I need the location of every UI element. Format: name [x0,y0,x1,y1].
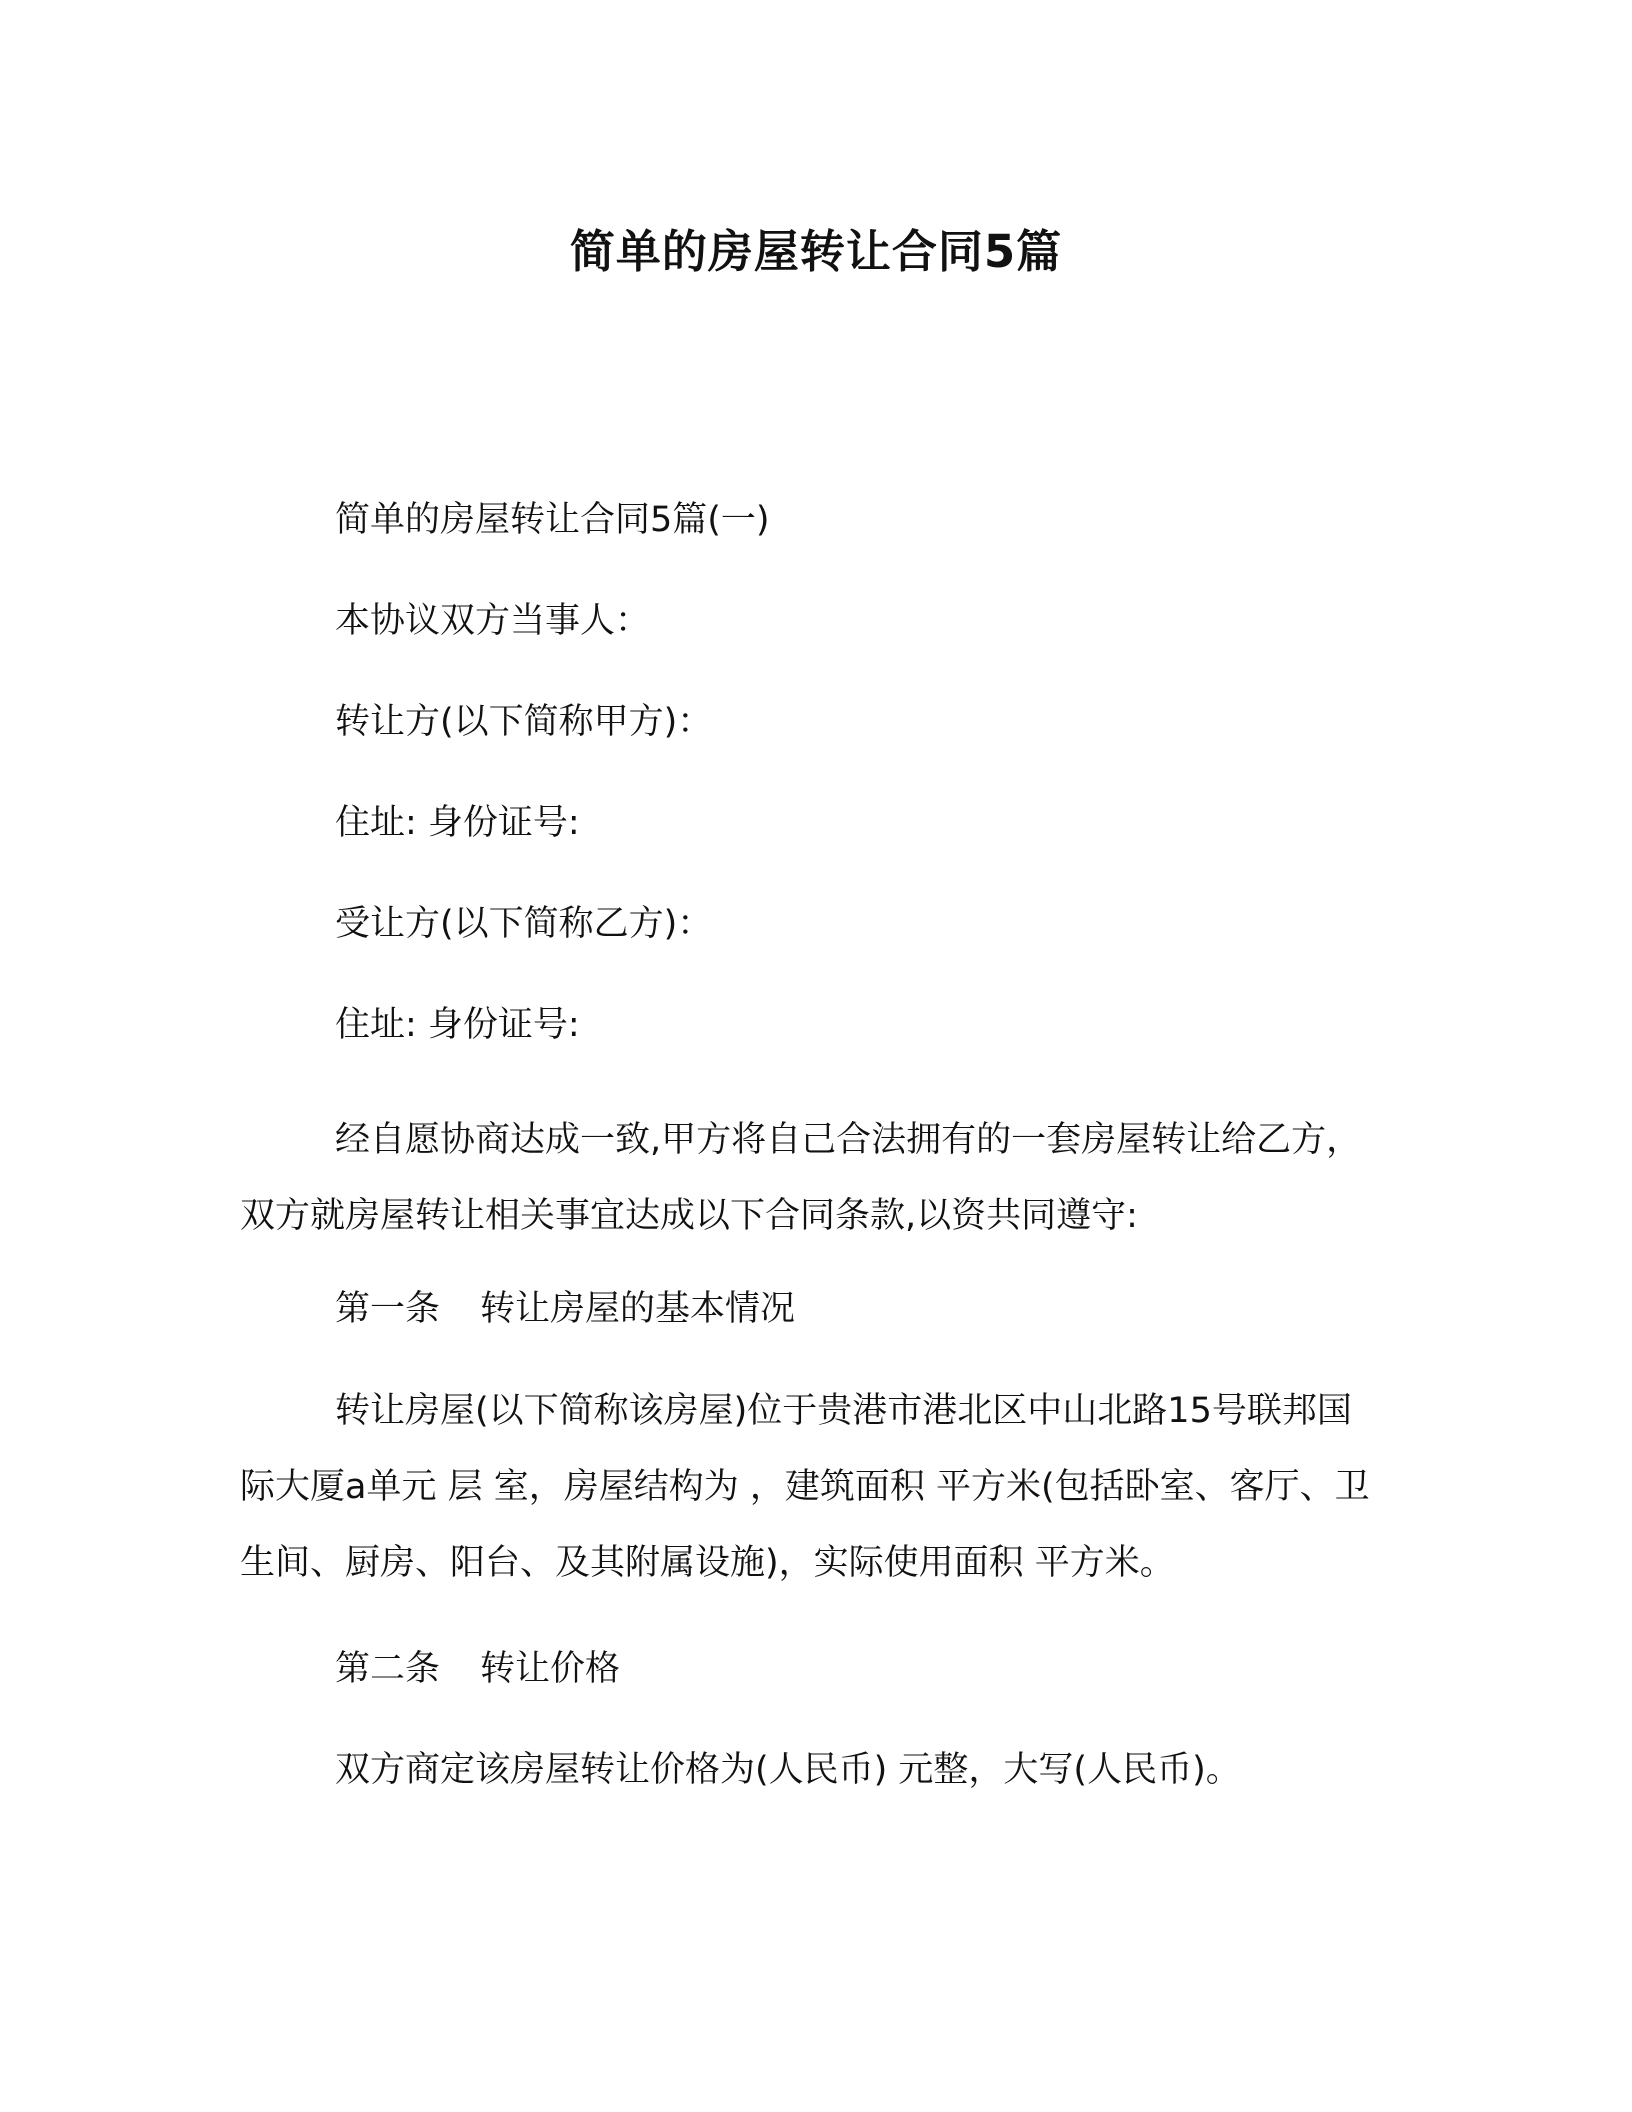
article-one-title: 转让房屋的基本情况 [480,1289,796,1329]
section-heading: 简单的房屋转让合同5篇(一) [335,500,770,540]
paragraph-parties: 本协议双方当事人： [335,601,651,641]
article-one-number: 第一条 [335,1289,441,1329]
article-two-number: 第二条 [335,1649,441,1689]
document-title: 简单的房屋转让合同5篇 [569,225,1063,278]
article-two-heading [335,1632,1335,1707]
paragraph-transferor: 转让方(以下简称甲方)： [335,702,713,742]
paragraph-price: 双方商定该房屋转让价格为(人民币) 元整，大写(人民币)。 [335,1750,1241,1790]
paragraph-agreement-intro: 经自愿协商达成一致,甲方将自己合法拥有的一套房屋转让给乙方，双方就房屋转让相关事宜达成以下合同条款,以资共同遵守: [240,1120,1362,1236]
paragraph-transferee: 受让方(以下简称乙方)： [335,904,713,944]
paragraph-house-details: 转让房屋(以下简称该房屋)位于贵港市港北区中山北路15号联邦国际大厦a单元 层 室，房屋结构为 ，建筑面积 平方米(包括卧室、客厅、卫生间、厨房、阳台、及其附属设施)，实际使用面积 平方米。 [240,1391,1370,1583]
article-two-title: 转让价格 [480,1649,621,1689]
article-one-heading [335,1272,1335,1347]
paragraph-address-id-1: 住址: 身份证号: [335,803,580,843]
paragraph-address-id-2: 住址: 身份证号: [335,1005,580,1045]
